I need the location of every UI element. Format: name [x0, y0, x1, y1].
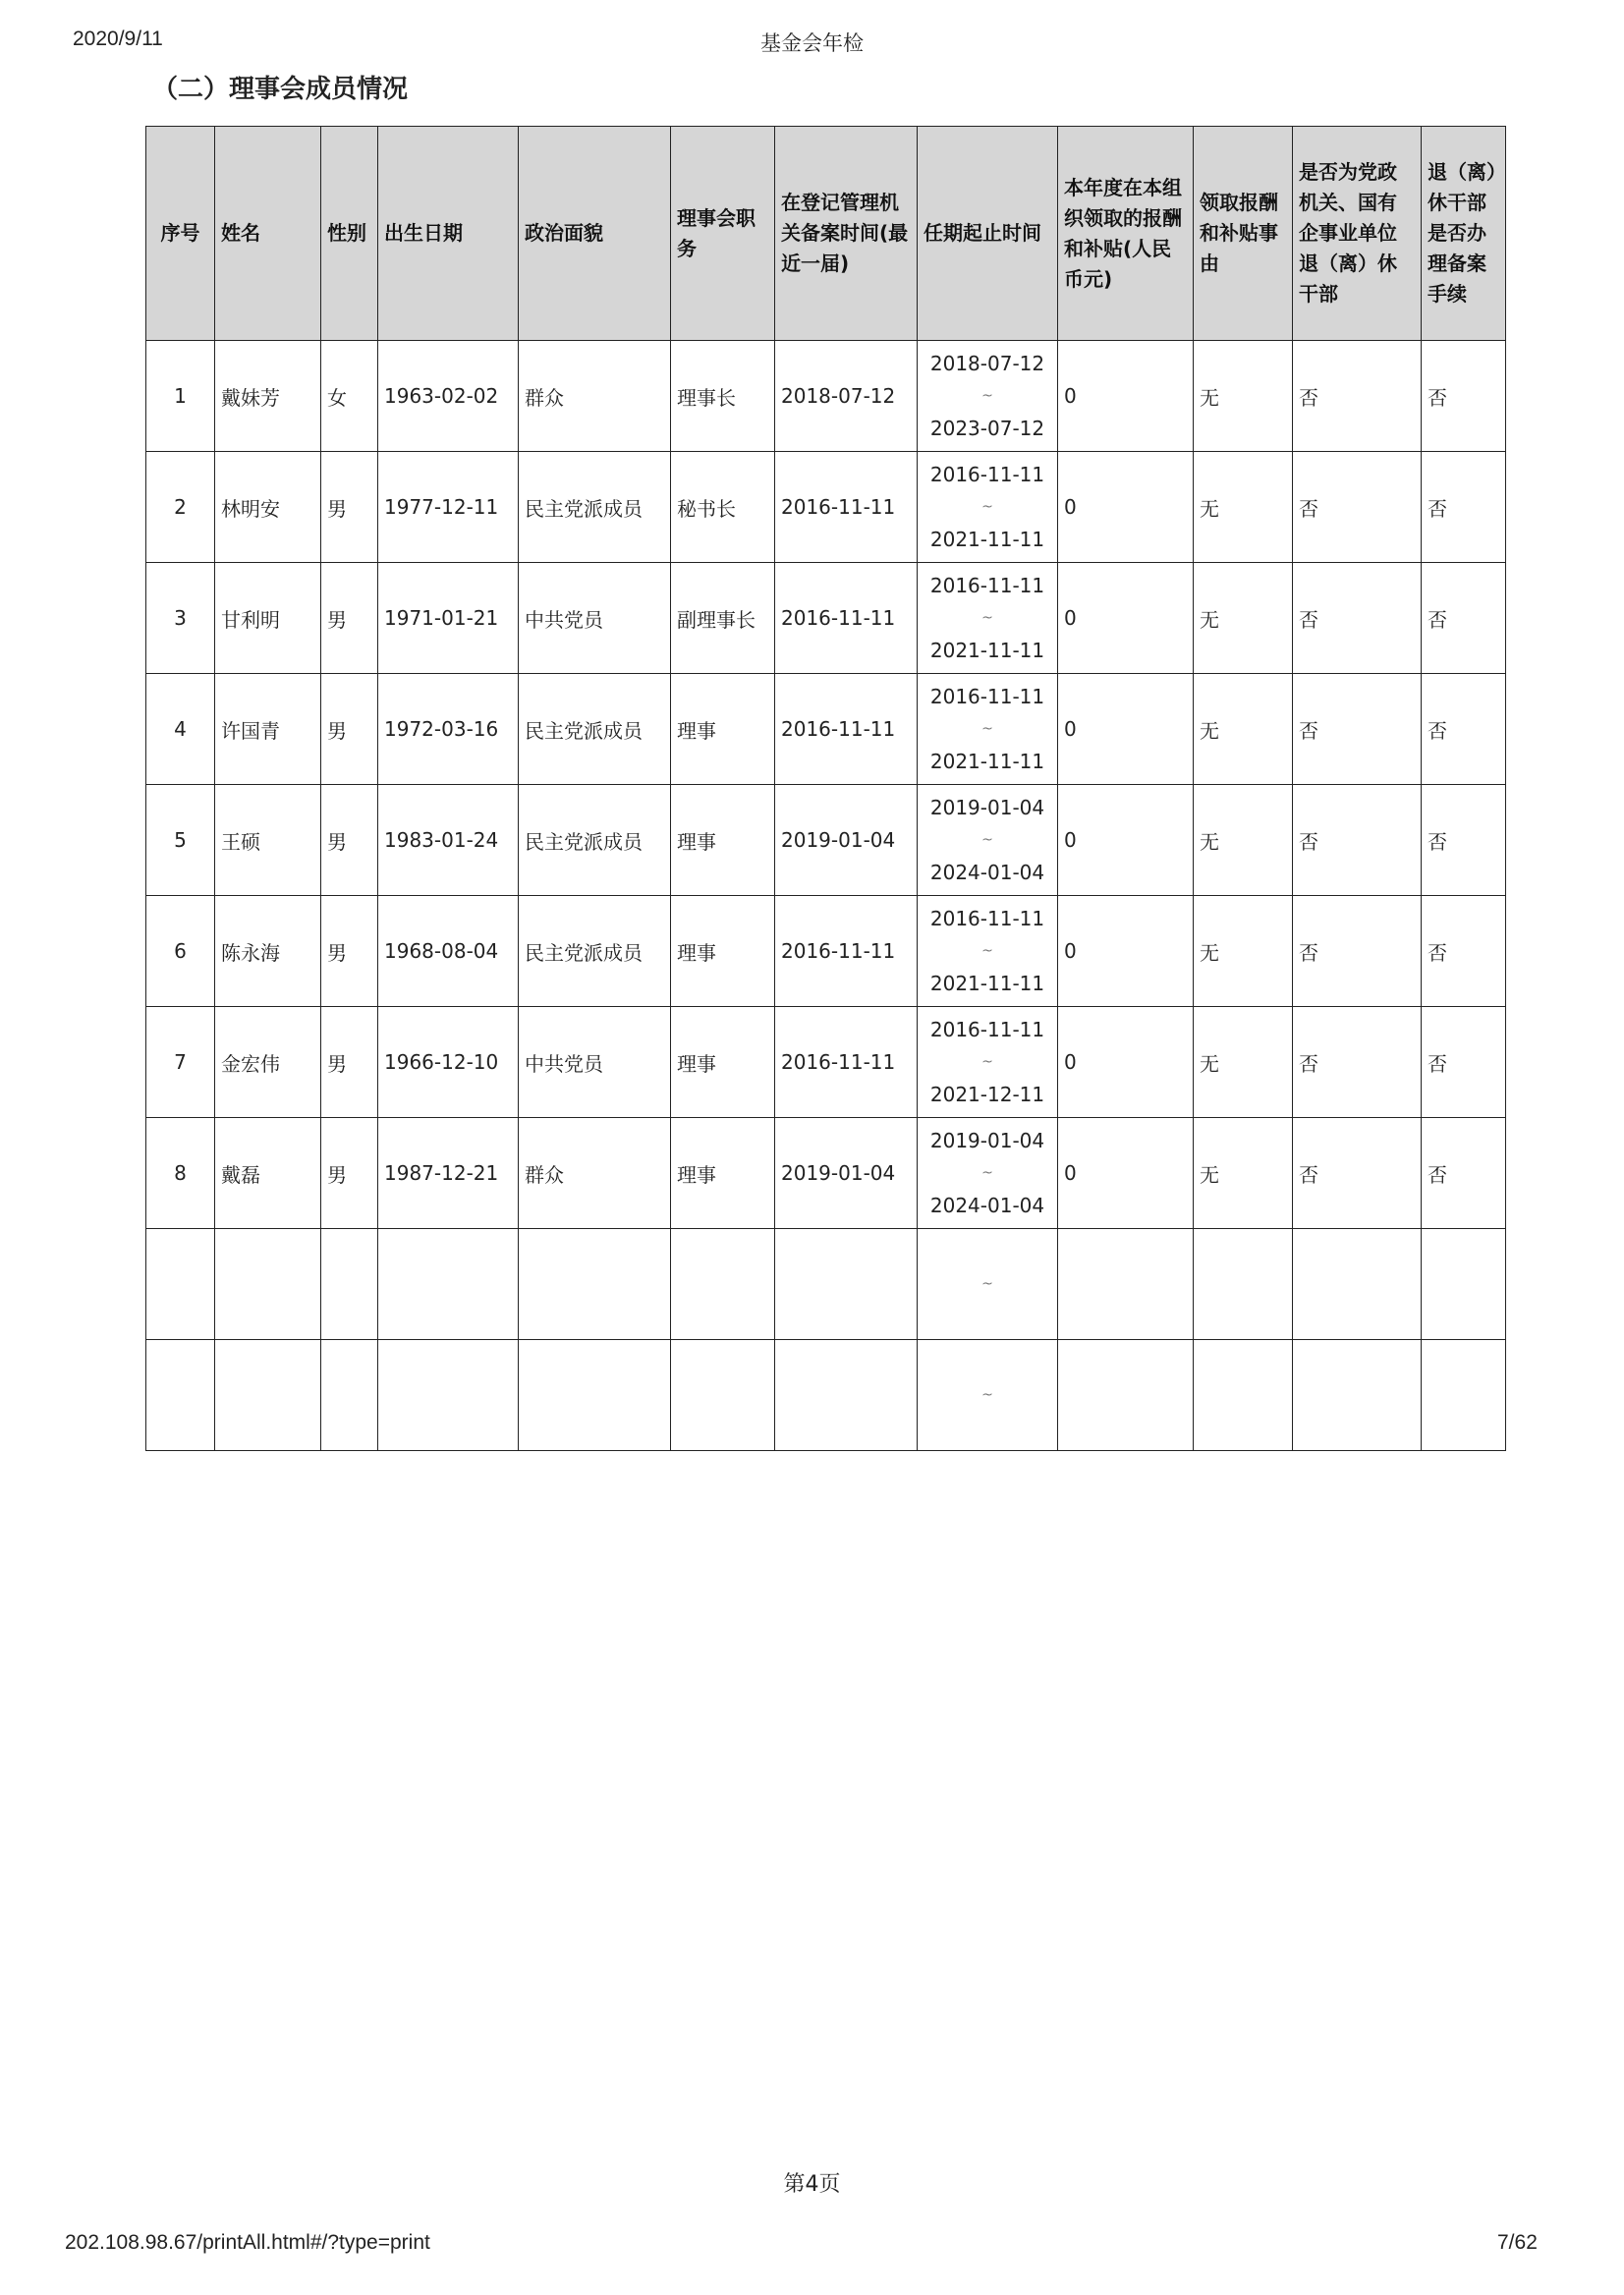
cell-name: 金宏伟 [215, 1007, 321, 1118]
cell-reason [1194, 1340, 1293, 1451]
cell-pay [1058, 1229, 1194, 1340]
cell-retired: 否 [1293, 896, 1422, 1007]
cell-name: 戴妹芳 [215, 341, 321, 452]
cell-term [918, 785, 1058, 896]
table-row [146, 896, 1506, 1007]
term-end: 2021-12-11 [929, 1083, 1045, 1106]
cell-pay [1058, 1340, 1194, 1451]
cell-reason: 无 [1194, 1118, 1293, 1229]
cell-retired [1293, 1229, 1422, 1340]
page-url: 202.108.98.67/printAll.html#/?type=print [65, 2231, 430, 2254]
cell-political: 中共党员 [519, 563, 671, 674]
cell-filing: 否 [1422, 896, 1506, 1007]
term-separator: ~ [981, 832, 993, 848]
cell-no: 6 [146, 896, 215, 1007]
term-end: 2024-01-04 [929, 1194, 1045, 1217]
cell-no [146, 1340, 215, 1451]
col-header-term: 任期起止时间 [918, 127, 1058, 341]
cell-term [918, 452, 1058, 563]
table-row [146, 452, 1506, 563]
cell-retired: 否 [1293, 785, 1422, 896]
cell-position: 理事 [671, 1118, 775, 1229]
cell-name: 王硕 [215, 785, 321, 896]
cell-filed: 2016-11-11 [775, 563, 918, 674]
term-start: 2016-11-11 [929, 1018, 1045, 1041]
cell-position: 理事 [671, 1007, 775, 1118]
cell-filing: 否 [1422, 452, 1506, 563]
cell-political: 民主党派成员 [519, 896, 671, 1007]
cell-no: 5 [146, 785, 215, 896]
cell-gender: 男 [321, 785, 378, 896]
col-header-position: 理事会职务 [671, 127, 775, 341]
cell-political: 民主党派成员 [519, 785, 671, 896]
cell-retired: 否 [1293, 563, 1422, 674]
cell-reason: 无 [1194, 1007, 1293, 1118]
cell-pay: 0 [1058, 452, 1194, 563]
cell-filed: 2019-01-04 [775, 1118, 918, 1229]
board-members-table [145, 126, 1506, 1451]
cell-birth: 1977-12-11 [378, 452, 519, 563]
cell-no: 4 [146, 674, 215, 785]
col-header-reason: 领取报酬和补贴事由 [1194, 127, 1293, 341]
cell-political [519, 1229, 671, 1340]
term-start: 2019-01-04 [929, 1129, 1045, 1152]
cell-filing [1422, 1229, 1506, 1340]
cell-position: 副理事长 [671, 563, 775, 674]
col-header-retired: 是否为党政机关、国有企事业单位退（离）休干部 [1293, 127, 1422, 341]
term-end: 2024-01-04 [929, 861, 1045, 884]
cell-gender [321, 1229, 378, 1340]
col-header-no: 序号 [146, 127, 215, 341]
cell-position: 理事 [671, 674, 775, 785]
term-end: 2021-11-11 [929, 528, 1045, 551]
table-row [146, 1340, 1506, 1451]
table-row [146, 1118, 1506, 1229]
cell-pay: 0 [1058, 1007, 1194, 1118]
col-header-political: 政治面貌 [519, 127, 671, 341]
term-start: 2016-11-11 [929, 685, 1045, 708]
cell-term [918, 1229, 1058, 1340]
cell-position [671, 1229, 775, 1340]
cell-filing: 否 [1422, 1118, 1506, 1229]
cell-term [918, 341, 1058, 452]
cell-birth [378, 1229, 519, 1340]
cell-no: 7 [146, 1007, 215, 1118]
cell-birth: 1987-12-21 [378, 1118, 519, 1229]
term-end: 2021-11-11 [929, 639, 1045, 662]
table-row [146, 1229, 1506, 1340]
cell-no: 2 [146, 452, 215, 563]
col-header-gender: 性别 [321, 127, 378, 341]
cell-reason: 无 [1194, 674, 1293, 785]
term-separator: ~ [981, 499, 993, 515]
cell-filed: 2019-01-04 [775, 785, 918, 896]
cell-filed: 2016-11-11 [775, 1007, 918, 1118]
print-date: 2020/9/11 [73, 28, 163, 50]
cell-gender: 男 [321, 452, 378, 563]
cell-name: 戴磊 [215, 1118, 321, 1229]
cell-retired: 否 [1293, 452, 1422, 563]
cell-birth: 1963-02-02 [378, 341, 519, 452]
cell-pay: 0 [1058, 563, 1194, 674]
page-number: 第4页 [783, 2172, 841, 2197]
cell-filed [775, 1229, 918, 1340]
cell-name: 甘利明 [215, 563, 321, 674]
col-header-pay: 本年度在本组织领取的报酬和补贴(人民币元) [1058, 127, 1194, 341]
page-count: 7/62 [1497, 2231, 1538, 2254]
term-start: 2016-11-11 [929, 574, 1045, 597]
term-start: 2016-11-11 [929, 463, 1045, 486]
term-start: 2019-01-04 [929, 796, 1045, 819]
cell-reason [1194, 1229, 1293, 1340]
term-separator: ~ [981, 1387, 993, 1403]
table-row [146, 341, 1506, 452]
cell-pay: 0 [1058, 896, 1194, 1007]
cell-political: 群众 [519, 341, 671, 452]
cell-filed: 2016-11-11 [775, 674, 918, 785]
cell-name [215, 1340, 321, 1451]
table-row [146, 1007, 1506, 1118]
cell-pay: 0 [1058, 785, 1194, 896]
cell-term [918, 1340, 1058, 1451]
cell-gender: 男 [321, 1118, 378, 1229]
cell-filed: 2016-11-11 [775, 896, 918, 1007]
cell-gender: 男 [321, 563, 378, 674]
cell-birth [378, 1340, 519, 1451]
cell-reason: 无 [1194, 896, 1293, 1007]
cell-political: 群众 [519, 1118, 671, 1229]
cell-filing: 否 [1422, 563, 1506, 674]
cell-filed: 2016-11-11 [775, 452, 918, 563]
cell-reason: 无 [1194, 563, 1293, 674]
cell-position: 理事 [671, 785, 775, 896]
cell-filed [775, 1340, 918, 1451]
col-header-filed: 在登记管理机关备案时间(最近一届) [775, 127, 918, 341]
cell-birth: 1983-01-24 [378, 785, 519, 896]
cell-term [918, 563, 1058, 674]
term-separator: ~ [981, 388, 993, 404]
table-row [146, 674, 1506, 785]
term-separator: ~ [981, 1165, 993, 1181]
col-header-name: 姓名 [215, 127, 321, 341]
cell-name [215, 1229, 321, 1340]
term-start: 2016-11-11 [929, 907, 1045, 930]
cell-birth: 1968-08-04 [378, 896, 519, 1007]
table-header-row [146, 127, 1506, 341]
cell-filing: 否 [1422, 1007, 1506, 1118]
col-header-filing: 退（离）休干部是否办理备案手续 [1422, 127, 1506, 341]
term-separator: ~ [981, 1276, 993, 1292]
cell-pay: 0 [1058, 341, 1194, 452]
table-body [146, 341, 1506, 1451]
cell-retired: 否 [1293, 341, 1422, 452]
cell-political [519, 1340, 671, 1451]
print-title: 基金会年检 [760, 31, 864, 55]
col-header-birth: 出生日期 [378, 127, 519, 341]
cell-position [671, 1340, 775, 1451]
term-end: 2021-11-11 [929, 750, 1045, 773]
cell-pay: 0 [1058, 1118, 1194, 1229]
cell-birth: 1972-03-16 [378, 674, 519, 785]
cell-birth: 1971-01-21 [378, 563, 519, 674]
cell-political: 民主党派成员 [519, 452, 671, 563]
cell-position: 理事长 [671, 341, 775, 452]
cell-retired [1293, 1340, 1422, 1451]
cell-gender: 女 [321, 341, 378, 452]
cell-name: 许国青 [215, 674, 321, 785]
cell-position: 理事 [671, 896, 775, 1007]
term-separator: ~ [981, 943, 993, 959]
cell-gender: 男 [321, 674, 378, 785]
cell-filing: 否 [1422, 785, 1506, 896]
term-end: 2023-07-12 [929, 417, 1045, 440]
cell-no: 1 [146, 341, 215, 452]
cell-term [918, 896, 1058, 1007]
term-separator: ~ [981, 610, 993, 626]
cell-political: 民主党派成员 [519, 674, 671, 785]
cell-pay: 0 [1058, 674, 1194, 785]
cell-filing: 否 [1422, 674, 1506, 785]
cell-gender: 男 [321, 896, 378, 1007]
cell-birth: 1966-12-10 [378, 1007, 519, 1118]
cell-gender [321, 1340, 378, 1451]
cell-no: 8 [146, 1118, 215, 1229]
cell-filed: 2018-07-12 [775, 341, 918, 452]
section-title: （二）理事会成员情况 [152, 75, 409, 104]
cell-reason: 无 [1194, 341, 1293, 452]
cell-reason: 无 [1194, 452, 1293, 563]
cell-retired: 否 [1293, 674, 1422, 785]
cell-filing: 否 [1422, 341, 1506, 452]
cell-retired: 否 [1293, 1118, 1422, 1229]
cell-term [918, 1007, 1058, 1118]
table-row [146, 785, 1506, 896]
term-separator: ~ [981, 721, 993, 737]
cell-filing [1422, 1340, 1506, 1451]
cell-no: 3 [146, 563, 215, 674]
cell-name: 林明安 [215, 452, 321, 563]
cell-position: 秘书长 [671, 452, 775, 563]
cell-political: 中共党员 [519, 1007, 671, 1118]
term-end: 2021-11-11 [929, 972, 1045, 995]
cell-reason: 无 [1194, 785, 1293, 896]
term-separator: ~ [981, 1054, 993, 1070]
term-start: 2018-07-12 [929, 352, 1045, 375]
cell-name: 陈永海 [215, 896, 321, 1007]
table-row [146, 563, 1506, 674]
cell-no [146, 1229, 215, 1340]
cell-gender: 男 [321, 1007, 378, 1118]
cell-term [918, 674, 1058, 785]
cell-term [918, 1118, 1058, 1229]
cell-retired: 否 [1293, 1007, 1422, 1118]
